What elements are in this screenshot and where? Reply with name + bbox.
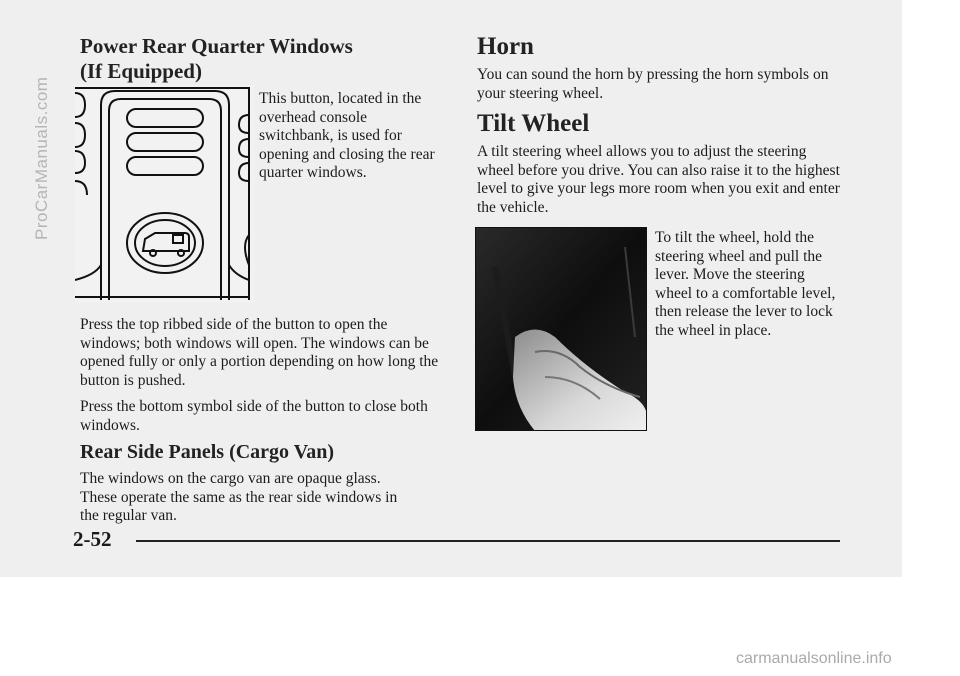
cargo-van-paragraph: The windows on the cargo van are opaque glass. These operate the same as the rear side windows in the regular van. [80, 470, 398, 524]
heading-power-rear-quarter-windows [80, 34, 353, 84]
tilt-wheel-paragraph: A tilt steering wheel allows you to adjust the steering wheel before you drive. You can also raise it to the highest level to give your legs more room when you exit and enter the vehicle. [477, 143, 840, 216]
horn-paragraph: You can sound the horn by pressing the horn symbols on your steering wheel. [477, 66, 829, 102]
bottom-watermark: carmanualsonline.info [736, 650, 892, 667]
open-windows-paragraph: Press the top ribbed side of the button to open the windows; both windows will open. The windows can be opened fully or only a portion depending on how long the button is pushed. [80, 316, 439, 389]
heading-line-1: Power Rear Quarter Windows [80, 34, 353, 58]
heading-rear-side-panels: Rear Side Panels (Cargo Van) [80, 441, 335, 463]
tilt-wheel-instructions: To tilt the wheel, hold the steering wheel and pull the lever. Move the steering wheel to a comfortable level, then release the lever to lock the wheel in place. [655, 229, 836, 339]
heading-horn: Horn [477, 33, 534, 60]
heading-tilt-wheel: Tilt Wheel [477, 110, 590, 137]
page-number: 2-52 [73, 527, 112, 551]
tilt-lever-photo [475, 227, 647, 431]
close-windows-paragraph: Press the bottom symbol side of the button to close both windows. [80, 398, 428, 434]
console-button-caption: This button, located in the overhead console switchbank, is used for opening and closing the rear quarter windows. [259, 90, 435, 181]
overhead-console-illustration [75, 85, 255, 303]
heading-line-2: (If Equipped) [80, 59, 202, 83]
side-watermark: ProCarManuals.com [32, 76, 51, 240]
footer-rule [136, 540, 840, 542]
